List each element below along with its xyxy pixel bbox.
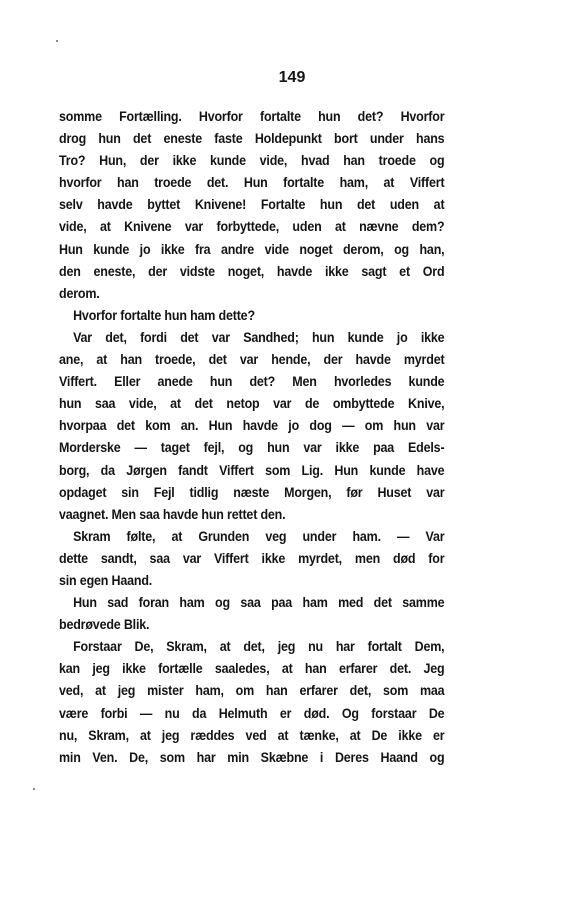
text-line: vaagnet. Men saa havde hun rettet den. xyxy=(59,506,286,523)
body-text xyxy=(59,106,445,769)
text-line: Hvorfor fortalte hun ham dette? xyxy=(73,307,255,324)
text-line: drog hun det eneste faste Holdepunkt bort under hans xyxy=(59,131,445,148)
text-line: nu, Skram, at jeg ræddes ved at tænke, at De ikke er xyxy=(59,727,445,744)
page-number: 149 xyxy=(278,69,306,86)
text-line: selv havde byttet Knivene! Fortalte hun det uden at xyxy=(59,197,445,214)
text-line: Viffert. Eller anede hun det? Men hvorledes kunde xyxy=(59,374,445,391)
text-line: Morderske — taget fejl, og hun var ikke paa Edels- xyxy=(59,440,445,457)
text-line: Forstaar De, Skram, at det, jeg nu har fortalt Dem, xyxy=(73,639,445,656)
text-line: Hun sad foran ham og saa paa ham med det samme xyxy=(73,595,445,612)
text-line: ved, at jeg mister ham, om han erfarer det, som maa xyxy=(59,683,445,700)
text-line: ane, at han troede, det var hende, der havde myrdet xyxy=(59,352,445,369)
text-line: min Ven. De, som har min Skæbne i Deres Haand og xyxy=(59,749,445,766)
text-line: kan jeg ikke fortælle saaledes, at han erfarer det. Jeg xyxy=(59,661,445,678)
scan-speck xyxy=(56,40,58,42)
text-line: vide, at Knivene var forbyttede, uden at nævne dem? xyxy=(59,219,445,236)
text-line: hvorpaa det kom an. Hun havde jo dog — om hun var xyxy=(59,418,445,435)
text-line: derom. xyxy=(59,285,100,302)
text-line: Hun kunde jo ikke fra andre vide noget derom, og han, xyxy=(59,241,445,258)
text-line: dette sandt, saa var Viffert ikke myrdet, men død for xyxy=(59,550,445,567)
text-line: sin egen Haand. xyxy=(59,572,153,589)
text-line: bedrøvede Blik. xyxy=(59,617,150,634)
text-line: være forbi — nu da Helmuth er død. Og forstaar De xyxy=(59,705,445,722)
text-line: Var det, fordi det var Sandhed; hun kunde jo ikke xyxy=(73,329,445,346)
text-line: Tro? Hun, der ikke kunde vide, hvad han troede og xyxy=(59,153,445,170)
text-line: hvorfor han troede det. Hun fortalte ham, at Viffert xyxy=(59,175,445,192)
text-line: somme Fortælling. Hvorfor fortalte hun det? Hvorfor xyxy=(59,109,445,125)
text-line: den eneste, der vidste noget, havde ikke sagt et Ord xyxy=(59,263,445,280)
scan-speck xyxy=(33,788,35,790)
text-line: opdaget sin Fejl tidlig næste Morgen, før Huset var xyxy=(59,484,445,501)
text-line: Skram følte, at Grunden veg under ham. — Var xyxy=(73,528,445,545)
text-line: hun saa vide, at det netop var de ombyttede Knive, xyxy=(59,396,445,413)
text-line: borg, da Jørgen fandt Viffert som Lig. Hun kunde have xyxy=(59,462,445,479)
